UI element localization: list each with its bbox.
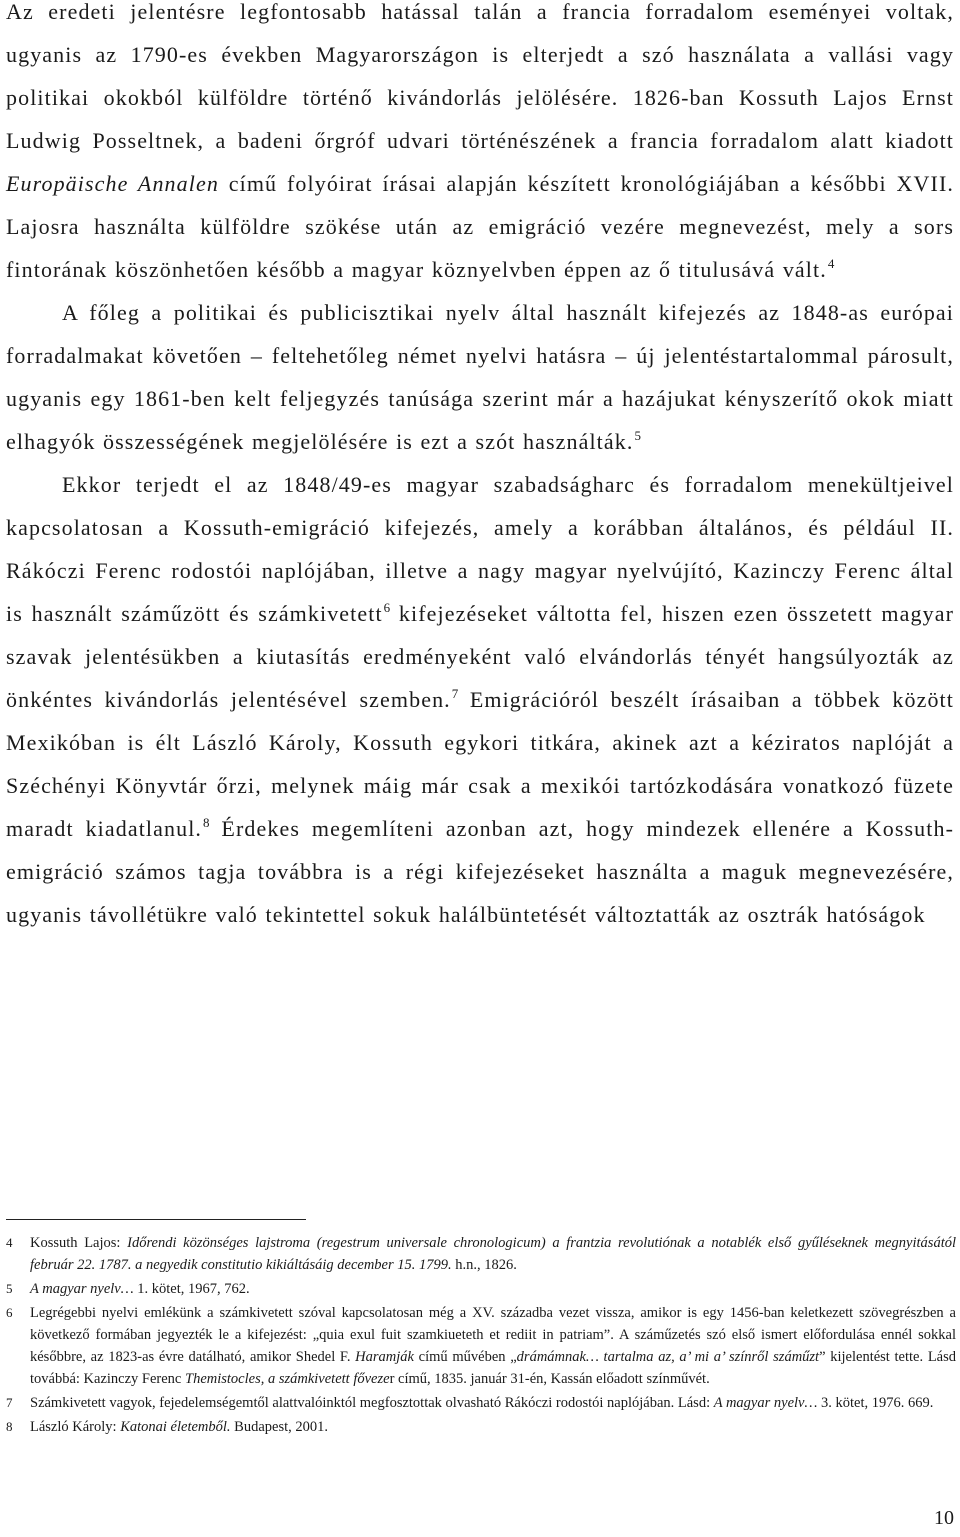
footnotes: [6, 1232, 956, 1440]
footnote-italic-title: Időrendi közönséges lajstroma (regestrum universale chronologicum) a frantzia revolutiónak a notablék első gyűléseknek megnyitásától február 22. 1787. a negyedik constitutio kikiáltásáig december 15. 1799.: [30, 1235, 956, 1273]
footnote-ref-6[interactable]: 6: [383, 600, 391, 615]
footnote-text-part: r című, 1835. január 31-én, Kassán előadott színművét.: [389, 1371, 710, 1387]
paragraph-text: A főleg a politikai és publicisztikai nyelv által használt kifejezés az 1848-as európai forradalmakat követően – feltehetőleg német nyelvi hatásra – új jelentéstartalommal párosult, ugyanis egy 1861-ben kelt feljegyzés tanúsága szerint már a hazájukat kényszerítő okok miatt elhagyók összességének megjelölésére is ezt a szót használták.: [6, 300, 954, 454]
footnote-text-part: című művében „: [413, 1349, 517, 1365]
footnote-5: [6, 1278, 956, 1300]
footnote-8: [6, 1416, 956, 1438]
footnote-number: 8: [6, 1419, 13, 1434]
footnote-6: [6, 1302, 956, 1390]
footnote-italic-title: A magyar nyelv…: [30, 1281, 134, 1297]
page-number: 10: [934, 1507, 954, 1529]
footnote-ref-8[interactable]: 8: [203, 815, 210, 830]
footnote-text: [30, 1278, 956, 1300]
paragraph-text: című folyóirat írásai alapján készített kronológiájában a későbbi XVII. Lajosra használta külföldre szökése után az emigráció vezére megnevezést, mely a sors fintorának köszönhetően később a magyar köznyelvben éppen az ő titulusává vált.: [6, 171, 954, 282]
footnote-number: 4: [6, 1235, 13, 1250]
paragraph-text: Ekkor terjedt el az 1848/49-es magyar szabadságharc és forradalom menekültjeivel kapcsolatosan a Kossuth-emigráció kifejezés, amely a korábban általános, és például II. Rákóczi Ferenc rodostói naplójában, illetve a nagy magyar nyelvújító, Kazinczy Ferenc által is használt száműzött és számkivetett: [6, 472, 954, 626]
footnote-text-part: 1. kötet, 1967, 762.: [133, 1281, 250, 1297]
footnote-separator: [6, 1219, 306, 1220]
footnote-text: [30, 1416, 956, 1438]
footnote-ref-5[interactable]: 5: [634, 428, 641, 443]
footnote-text-part: 3. kötet, 1976. 669.: [817, 1395, 934, 1411]
footnote-text-part: h.n., 1826.: [451, 1257, 517, 1273]
footnote-italic-quote: drámámnak… tartalma az, a’ mi a’ színről száműzt: [516, 1349, 820, 1365]
paragraph-text: Emigrációról beszélt írásaiban a többek között Mexikóban is élt László Károly, Kossuth egykori titkára, akinek azt a kéziratos naplóját a Széchényi Könyvtár őrzi, melynek máig már csak a mexikói tartózkodására vonatkozó füzete maradt kiadatlanul.: [6, 687, 954, 841]
journal-title: Europäische Annalen: [6, 171, 219, 196]
footnote-text-part: Budapest, 2001.: [230, 1419, 329, 1435]
footnote-number: 6: [6, 1305, 13, 1320]
footnote-text-part: Legrégebbi nyelvi emlékünk a számkivetett szóval kapcsolatosan még a XV. századba vezet vissza, amikor is egy 1456-ban keletkezett szövegrészben a következő formában jegyezték le a kifejezést: „quia exul fuit szamkiueteth et rediit in patriam”. A száműzetés szó első ismert előfordulása ennél sokkal későbbre, az 1823-as évre datálható, amikor Shedel F.: [30, 1305, 956, 1365]
footnote-number: 7: [6, 1395, 13, 1410]
paragraph-3: [6, 463, 954, 936]
paragraph-text: Érdekes megemlíteni azonban azt, hogy mindezek ellenére a Kossuth-emigráció számos tagja továbbra is a régi kifejezéseket használta a maguk megnevezésére, ugyanis távollétükre való tekintettel sokuk halálbüntetését változtatták az osztrák hatóságok: [6, 816, 954, 927]
footnote-text: [30, 1392, 956, 1414]
footnote-italic-title: Themistocles, a számkivetett főveze: [185, 1371, 390, 1387]
body-text: [6, 0, 954, 936]
paragraph-text: kifejezéseket váltotta fel, hiszen ezen összetett magyar szavak jelentésükben a kiutasítás eredményeként való elvándorlás tényét hangsúlyozták az önkéntes kivándorlás jelentésével szemben.: [6, 601, 954, 712]
footnote-text-part: Kossuth Lajos:: [30, 1235, 128, 1251]
paragraph-1: [6, 0, 954, 291]
footnote-ref-7[interactable]: 7: [451, 686, 459, 701]
footnote-7: [6, 1392, 956, 1414]
footnote-text-part: Számkivetett vagyok, fejedelemségemtől alattvalóinktól megfosztottak olvasható Rákóczi rodostói naplójában. Lásd:: [30, 1395, 714, 1411]
footnote-4: [6, 1232, 956, 1276]
footnote-number: 5: [6, 1281, 13, 1296]
footnote-ref-4[interactable]: 4: [827, 256, 835, 271]
footnote-text-part: László Károly:: [30, 1419, 121, 1435]
footnote-italic-title: Katonai életemből.: [120, 1419, 231, 1435]
footnote-italic-title: Haramják: [355, 1349, 414, 1365]
paragraph-2: [6, 291, 954, 463]
footnote-text: [30, 1232, 956, 1276]
footnote-text-part: ” kijelentést tette. Lásd továbbá: Kazinczy Ferenc: [30, 1349, 956, 1387]
paragraph-text: Az eredeti jelentésre legfontosabb hatással talán a francia forradalom eseményei voltak, ugyanis az 1790-es években Magyarországon is elterjedt a szó használata a vallási vagy politikai okokból külföldre történő kivándorlás jelölésére. 1826-ban Kossuth Lajos Ernst Ludwig Posseltnek, a badeni őrgróf udvari történészének a francia forradalom alatt kiadott: [6, 0, 954, 153]
footnote-text: [30, 1302, 956, 1390]
footnote-italic-title: A magyar nyelv…: [713, 1395, 818, 1411]
